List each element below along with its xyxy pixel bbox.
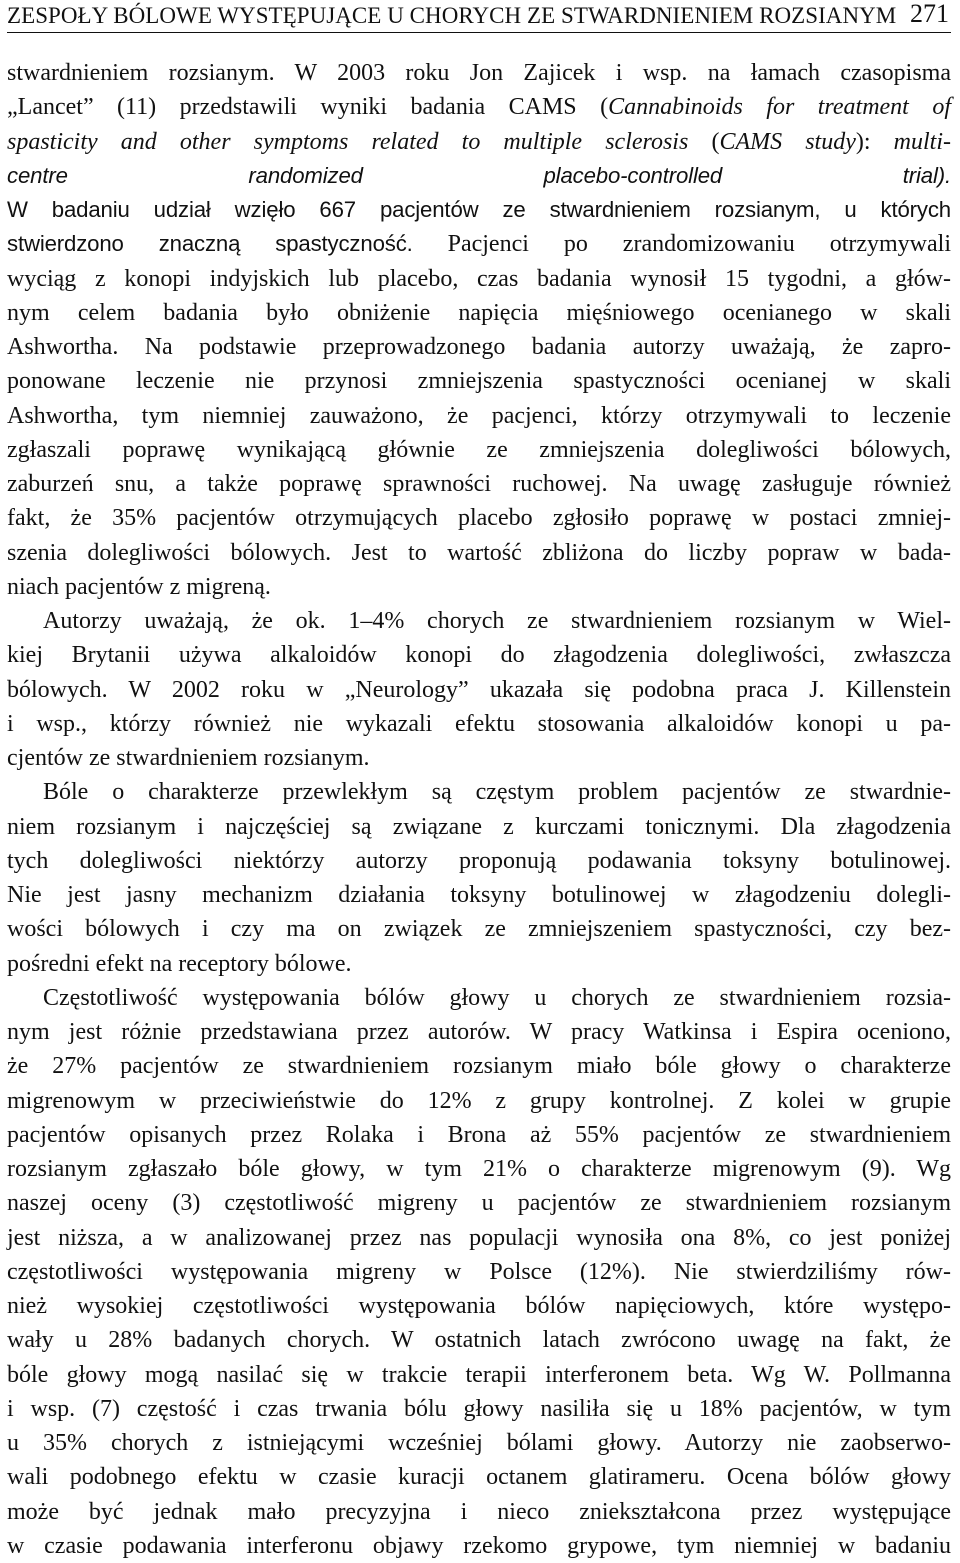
- text-line: [7, 159, 951, 193]
- text-run: naszej oceny (3) częstotliwość migreny u pacjentów ze stwardnieniem rozsianym: [7, 1190, 951, 1217]
- text-line: [7, 1460, 951, 1494]
- text-line: [7, 1323, 951, 1357]
- text-line: [7, 1221, 951, 1255]
- text-run: centre randomized placebo-controlled trial).: [7, 162, 951, 188]
- text-line: [7, 1392, 951, 1426]
- text-run: i wsp., którzy również nie wykazali efektu stosowania alkaloidów konopi u pa-: [7, 710, 951, 737]
- text-line: [7, 1152, 951, 1186]
- text-run: zaburzeń snu, a także poprawę sprawności ruchowej. Na uwagę zasługuje również: [7, 471, 951, 497]
- text-run: wały u 28% badanych chorych. W ostatnich latach zwrócono uwagę na fakt, że: [7, 1327, 951, 1354]
- text-run: że 27% pacjentów ze stwardnieniem rozsianym miało bóle głowy o charakterze: [7, 1053, 951, 1080]
- text-line: [7, 947, 951, 981]
- running-header: [7, 2, 951, 33]
- text-line: [7, 501, 951, 535]
- text-run: bóle głowy mogą nasilać się w trakcie terapii interferonem beta. Wg W. Pollmanna: [7, 1361, 951, 1388]
- text-line: [7, 262, 951, 296]
- text-run: stwierdzono znaczną spastyczność.: [7, 231, 413, 257]
- text-run: W badaniu udział wzięło 667 pacjentów ze stwardnieniem rozsianym, u których: [7, 197, 951, 222]
- text-run: bólowych. W 2002 roku w „Neurology” ukazała się podobna praca J. Killenstein: [7, 676, 951, 703]
- text-run: Nie jest jasny mechanizm działania toksyny botulinowej w złagodzeniu dolegli-: [7, 882, 951, 908]
- text-line: [7, 467, 951, 501]
- text-run: zgłaszali poprawę wynikającą głównie ze zmniejszenia dolegliwości bólowych,: [7, 436, 951, 463]
- text-line: [7, 56, 951, 90]
- text-run: Cannabinoids for treatment of: [608, 94, 951, 121]
- text-line: [7, 1495, 951, 1529]
- text-line: [7, 741, 951, 775]
- text-line: [7, 125, 951, 159]
- text-run: niach pacjentów z migreną.: [7, 573, 271, 600]
- text-line: [7, 912, 951, 946]
- text-line: [7, 1255, 951, 1289]
- text-run: Częstotliwość występowania bólów głowy u chorych ze stwardnieniem rozsia-: [43, 984, 951, 1011]
- text-line: [7, 1426, 951, 1460]
- text-run: pacjentów opisanych przez Rolaka i Brona aż 55% pacjentów ze stwardnieniem: [7, 1121, 951, 1148]
- text-run: u 35% chorych z istniejącymi wcześniej bólami głowy. Autorzy nie zaobserwo-: [7, 1430, 951, 1456]
- text-line: [7, 810, 951, 844]
- text-line: [7, 1015, 951, 1049]
- text-run: nież wysokiej częstotliwości występowania bólów napięciowych, które występo-: [7, 1293, 951, 1319]
- text-run: ponowane leczenie nie przynosi zmniejszenia spastyczności ocenianej w skali: [7, 368, 951, 395]
- text-run: migrenowym w przeciwieństwie do 12% z grupy kontrolnej. Z kolei w grupie: [7, 1087, 951, 1114]
- text-run: Bóle o charakterze przewlekłym są częstym problem pacjentów ze stwardnie-: [43, 779, 951, 806]
- text-line: [7, 1049, 951, 1083]
- text-run: stwardnieniem rozsianym. W 2003 roku Jon Zajicek i wsp. na łamach czasopisma: [7, 60, 951, 86]
- text-line: [7, 193, 951, 227]
- text-line: [7, 673, 951, 707]
- text-line: [7, 844, 951, 878]
- text-run: niem rozsianym i najczęściej są związane z kurczami tonicznymi. Dla złagodzenia: [7, 813, 951, 840]
- text-line: [7, 570, 951, 604]
- text-run: pośredni efekt na receptory bólowe.: [7, 950, 352, 977]
- text-run: CAMS study: [719, 128, 856, 155]
- text-run: Ashwortha, tym niemniej zauważono, że pacjenci, którzy otrzymywali to leczenie: [7, 402, 951, 429]
- text-run: nym celem badania było obniżenie napięcia mięśniowego ocenianego w skali: [7, 299, 951, 326]
- text-line: [7, 604, 951, 638]
- text-line: [7, 1289, 951, 1323]
- text-line: [7, 364, 951, 398]
- text-line: [7, 1186, 951, 1220]
- body-text: [7, 56, 951, 1563]
- text-line: [7, 775, 951, 809]
- text-run: cjentów ze stwardnieniem rozsianym.: [7, 745, 370, 771]
- text-line: [7, 981, 951, 1015]
- text-line: [7, 227, 951, 261]
- text-line: [7, 330, 951, 364]
- text-run: szenia dolegliwości bólowych. Jest to wartość zbliżona do liczby popraw w bada-: [7, 539, 951, 566]
- text-run: Autorzy uważają, że ok. 1–4% chorych ze stwardnieniem rozsianym w Wiel-: [43, 608, 951, 634]
- running-title: ZESPOŁY BÓLOWE WYSTĘPUJĄCE U CHORYCH ZE STWARDNIENIEM ROZSIANYM: [7, 3, 897, 28]
- text-run: wości bólowych i czy ma on związek ze zmniejszeniem spastyczności, czy bez-: [7, 916, 951, 943]
- text-line: [7, 1529, 951, 1563]
- text-run: fakt, że 35% pacjentów otrzymujących placebo zgłosiło poprawę w postaci zmniej-: [7, 505, 951, 532]
- text-line: [7, 536, 951, 570]
- text-run: wali podobnego efektu w czasie kuracji octanem glatirameru. Ocena bólów głowy: [7, 1464, 951, 1491]
- text-run: ):: [855, 128, 894, 155]
- text-line: [7, 707, 951, 741]
- text-run: w czasie podawania interferonu objawy rzekomo grypowe, tym niemniej w badaniu: [7, 1532, 951, 1559]
- text-run: Ashwortha. Na podstawie przeprowadzonego badania autorzy uważają, że zapro-: [7, 334, 951, 360]
- text-line: [7, 399, 951, 433]
- page-number: 271: [910, 0, 949, 28]
- text-run: i wsp. (7) częstość i czas trwania bólu głowy nasiliła się u 18% pacjentów, w tym: [7, 1395, 951, 1422]
- text-line: [7, 1118, 951, 1152]
- text-line: [7, 296, 951, 330]
- text-run: tych dolegliwości niektórzy autorzy proponują podawania toksyny botulinowej.: [7, 847, 951, 874]
- text-run: może być jednak mało precyzyjna i nieco zniekształcona przez występujące: [7, 1498, 951, 1525]
- text-run: multi-: [893, 128, 951, 155]
- text-run: Pacjenci po zrandomizowaniu otrzymywali: [412, 231, 951, 258]
- text-run: kiej Brytanii używa alkaloidów konopi do złagodzenia dolegliwości, zwłaszcza: [7, 642, 951, 669]
- text-run: rozsianym zgłaszało bóle głowy, w tym 21% o charakterze migrenowym (9). Wg: [7, 1156, 951, 1182]
- text-run: jest niższa, a w analizowanej przez nas populacji wynosiła ona 8%, co jest poniżej: [7, 1224, 951, 1251]
- text-run: „Lancet” (11) przedstawili wyniki badania CAMS (: [7, 94, 609, 121]
- text-line: [7, 638, 951, 672]
- text-line: [7, 433, 951, 467]
- text-line: [7, 1358, 951, 1392]
- text-line: [7, 90, 951, 124]
- text-line: [7, 1084, 951, 1118]
- text-line: [7, 878, 951, 912]
- text-run: wyciąg z konopi indyjskich lub placebo, czas badania wynosił 15 tygodni, a głów-: [7, 265, 951, 292]
- text-run: spasticity and other symptoms related to multiple sclerosis: [7, 128, 689, 155]
- text-run: nym jest różnie przedstawiana przez autorów. W pracy Watkinsa i Espira oceniono,: [7, 1019, 951, 1045]
- text-run: (: [688, 128, 720, 155]
- text-run: częstotliwości występowania migreny w Polsce (12%). Nie stwierdziliśmy rów-: [7, 1258, 951, 1285]
